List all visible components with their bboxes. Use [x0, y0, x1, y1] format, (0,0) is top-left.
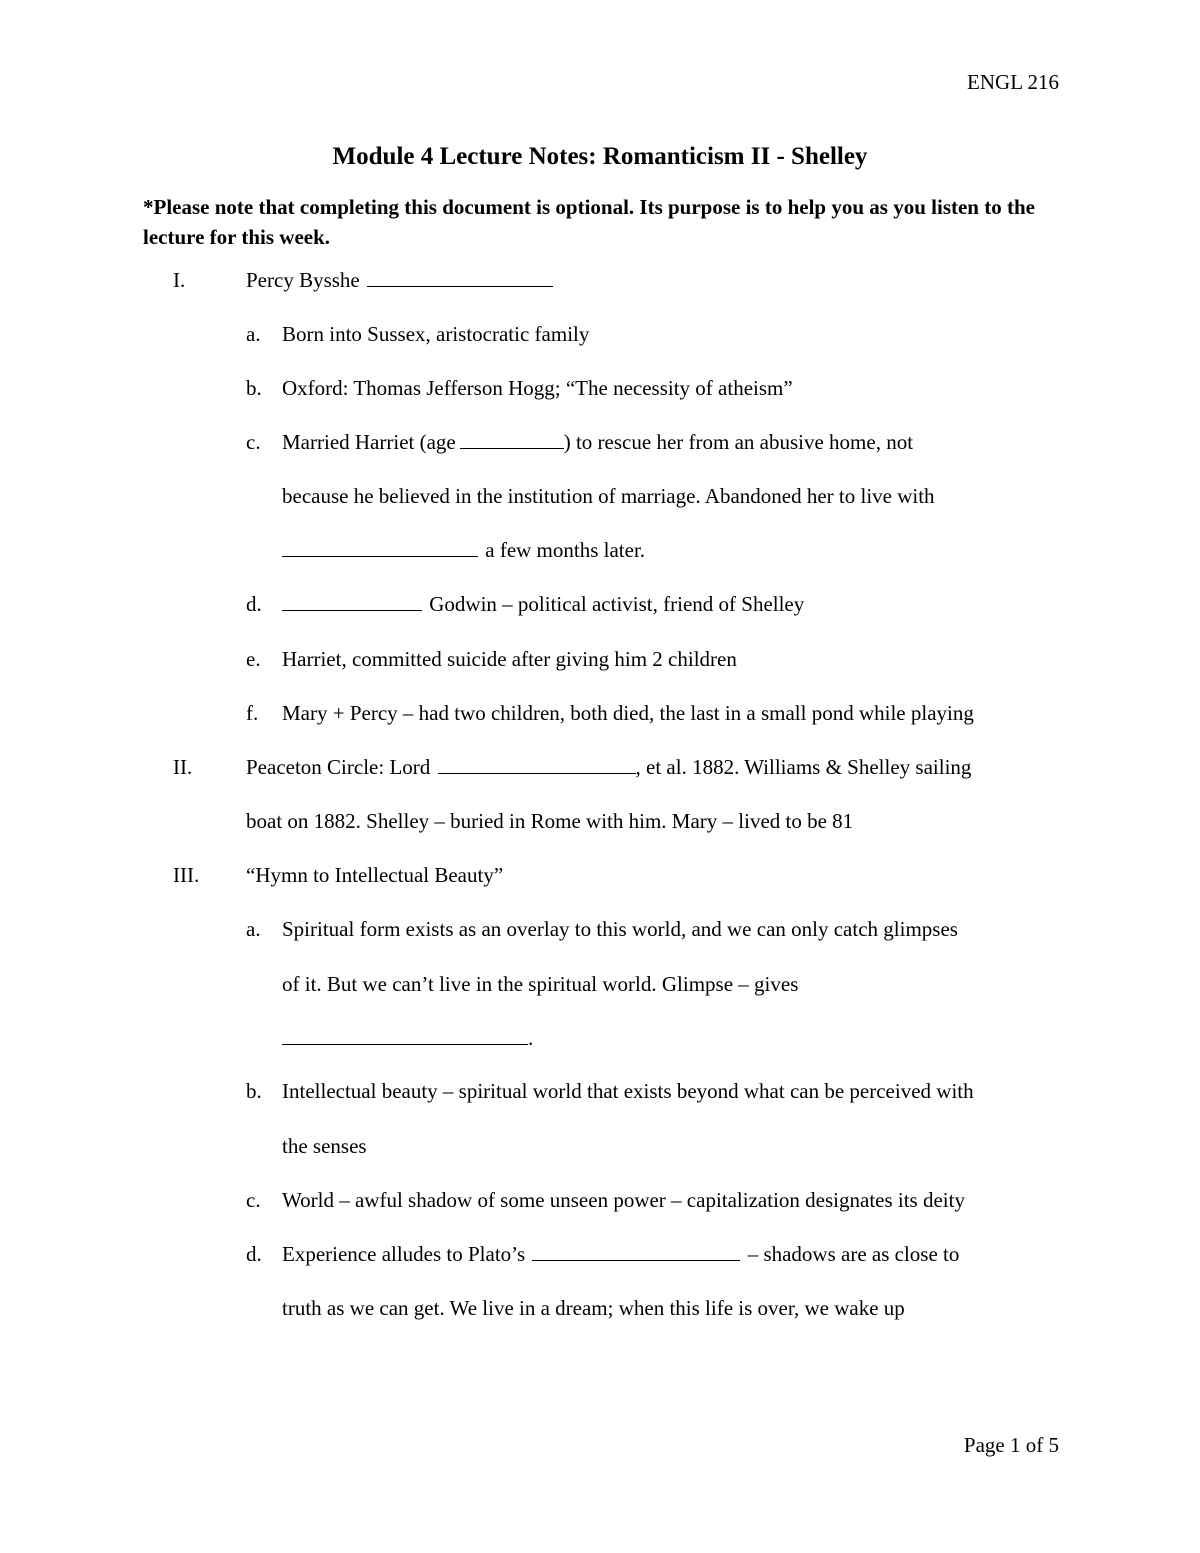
item-label: c.: [246, 430, 261, 454]
item-text-segment: – shadows are as close to: [747, 1242, 960, 1266]
section-2-text: , et al. 1882. Williams & Shelley sailing: [635, 755, 972, 779]
section-1-heading: [246, 266, 555, 294]
page-title: Module 4 Lecture Notes: Romanticism II - Shelley: [332, 143, 868, 170]
item-text-segment: Godwin – political activist, friend of Shelley: [429, 592, 805, 616]
item-text-line: [282, 536, 645, 564]
item-text: Harriet, committed suicide after giving him 2 children: [282, 647, 737, 671]
item-text-segment: Married Harriet (age: [282, 430, 456, 454]
item-text-line: [282, 428, 913, 456]
fill-blank[interactable]: [282, 538, 478, 557]
item-text-line: [282, 1024, 533, 1052]
item-text-line: Intellectual beauty – spiritual world that exists beyond what can be perceived with: [282, 1079, 974, 1103]
section-2-line: boat on 1882. Shelley – buried in Rome with him. Mary – lived to be 81: [246, 809, 854, 833]
fill-blank[interactable]: [282, 1026, 528, 1045]
item-label: a.: [246, 917, 261, 941]
item-label: a.: [246, 322, 261, 346]
section-1-text: Percy Bysshe: [246, 268, 360, 292]
section-number-1: I.: [173, 268, 186, 292]
fill-blank[interactable]: [460, 430, 564, 449]
section-2-text: Peaceton Circle: Lord: [246, 755, 431, 779]
item-text: Oxford: Thomas Jefferson Hogg; “The necessity of atheism”: [282, 376, 793, 400]
fill-blank[interactable]: [532, 1242, 740, 1261]
fill-blank[interactable]: [282, 592, 422, 611]
section-number-3: III.: [173, 863, 200, 887]
item-text-line: the senses: [282, 1134, 367, 1158]
section-3-heading: “Hymn to Intellectual Beauty”: [246, 863, 504, 887]
item-label: f.: [246, 701, 259, 725]
section-number-2: II.: [173, 755, 193, 779]
item-text-line: of it. But we can’t live in the spiritual world. Glimpse – gives: [282, 972, 799, 996]
item-text-line: truth as we can get. We live in a dream; when this life is over, we wake up: [282, 1296, 905, 1320]
item-text-segment: Experience alludes to Plato’s: [282, 1242, 526, 1266]
item-label: c.: [246, 1188, 261, 1212]
page-number: Page 1 of 5: [963, 1433, 1059, 1457]
item-text-segment: ) to rescue her from an abusive home, not: [563, 430, 914, 454]
item-label: b.: [246, 1079, 262, 1103]
section-2-line: [246, 753, 971, 781]
optional-note: *Please note that completing this document is optional. Its purpose is to help you as you listen to the lecture for this week.: [143, 195, 1035, 249]
course-code: ENGL 216: [967, 70, 1059, 94]
item-text: World – awful shadow of some unseen power – capitalization designates its deity: [282, 1188, 965, 1212]
item-label: e.: [246, 647, 261, 671]
item-text-line: because he believed in the institution of marriage. Abandoned her to live with: [282, 484, 935, 508]
item-text-line: [282, 1240, 959, 1268]
item-text-segment: .: [528, 1026, 534, 1050]
item-text-line: [282, 590, 804, 618]
item-text-segment: a few months later.: [485, 538, 646, 562]
item-label: d.: [246, 1242, 262, 1266]
item-label: d.: [246, 592, 262, 616]
item-label: b.: [246, 376, 262, 400]
fill-blank[interactable]: [438, 755, 636, 774]
item-text-line: Spiritual form exists as an overlay to this world, and we can only catch glimpses: [282, 917, 958, 941]
item-text: Mary + Percy – had two children, both died, the last in a small pond while playing: [282, 701, 974, 725]
fill-blank[interactable]: [367, 268, 553, 287]
item-text: Born into Sussex, aristocratic family: [282, 322, 590, 346]
